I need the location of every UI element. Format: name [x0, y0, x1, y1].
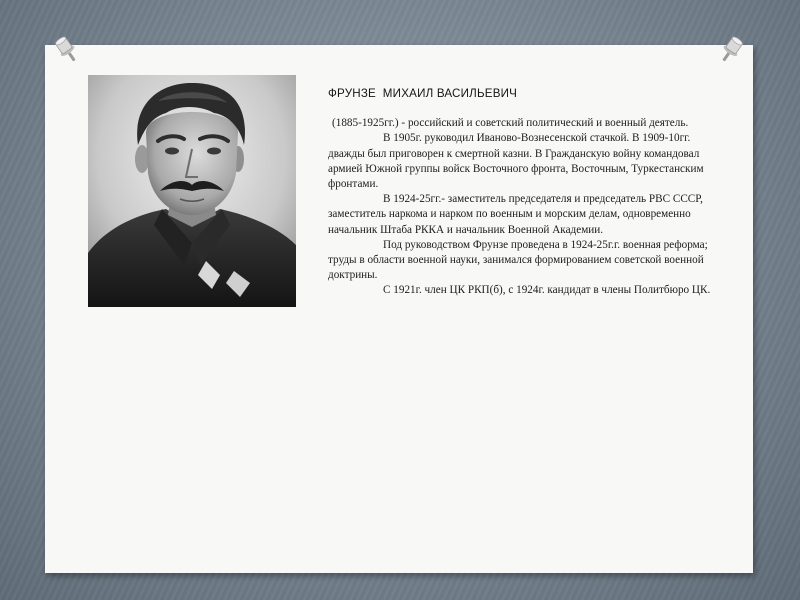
pushpin-icon [50, 33, 84, 67]
bio-paragraph-party: С 1921г. член ЦК РКП(б), с 1924г. кандидат в члены Политбюро ЦК. [383, 284, 711, 297]
bio-paragraph-dates: (1885-1925гг.) - российский и советский политический и военный деятель. [332, 117, 689, 130]
pushpin-icon [714, 33, 748, 67]
biography-text [328, 86, 720, 299]
bio-paragraph-posts: В 1924-25гг.- заместитель председателя и председатель РВС СССР, заместитель наркома и нарком по военным и морским делам, одновременно начальник Штаба РККА и начальник Военной Академии. [328, 193, 703, 236]
page-title: ФРУНЗЕ МИХАИЛ ВАСИЛЬЕВИЧ [328, 87, 518, 100]
portrait-photo [88, 75, 296, 307]
bio-paragraph-reform: Под руководством Фрунзе проведена в 1924-25г.г. военная реформа; труды в области военной науки, занимался формированием советской военной доктрины. [328, 238, 708, 282]
bio-paragraph-revolution: В 1905г. руководил Иваново-Вознесенской стачкой. В 1909-10гг. дважды был приговорен к смертной казни. В Гражданскую войну командовал армией Южной группы войск Восточного фронта, Восточным, Туркестанским фронтами. [328, 132, 704, 191]
